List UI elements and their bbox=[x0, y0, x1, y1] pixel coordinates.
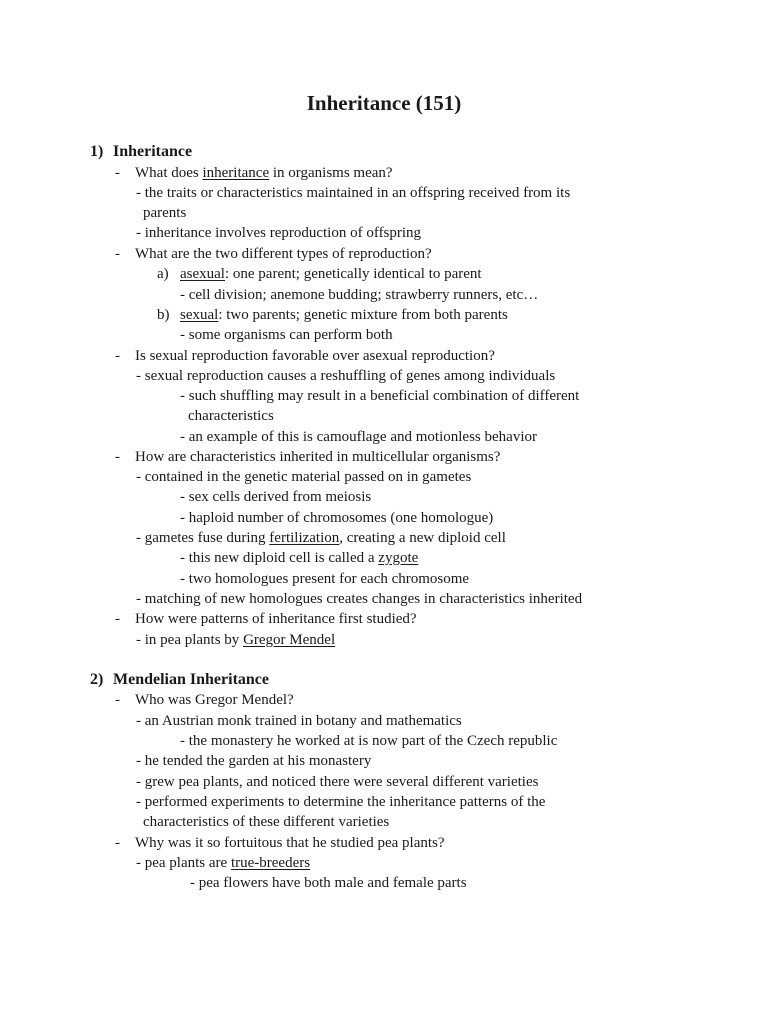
underlined-term: sexual bbox=[180, 307, 219, 323]
underlined-term: zygote bbox=[378, 550, 419, 566]
line-text: - this new diploid cell is called a bbox=[180, 550, 379, 566]
list-marker: a) bbox=[157, 266, 169, 282]
answer-line bbox=[136, 630, 335, 650]
answer-line bbox=[180, 264, 482, 284]
answer-line bbox=[180, 548, 418, 568]
line-text: in organisms mean? bbox=[269, 165, 393, 181]
question-line bbox=[135, 163, 393, 183]
underlined-term: inheritance bbox=[202, 165, 270, 181]
line-text: , creating a new diploid cell bbox=[339, 530, 506, 546]
underlined-term: true-breeders bbox=[230, 855, 311, 871]
line-text: : two parents; genetic mixture from both parents bbox=[218, 307, 508, 323]
line-text: : one parent; genetically identical to parent bbox=[224, 266, 482, 282]
answer-line: characteristics of these different varieties bbox=[143, 814, 390, 830]
answer-line: - grew pea plants, and noticed there were several different varieties bbox=[136, 774, 539, 790]
underlined-term: Gregor Mendel bbox=[243, 632, 336, 648]
answer-line: - some organisms can perform both bbox=[180, 327, 393, 343]
answer-line: - haploid number of chromosomes (one homologue) bbox=[180, 510, 494, 526]
question-line: Is sexual reproduction favorable over asexual reproduction? bbox=[135, 348, 495, 364]
question-line: Why was it so fortuitous that he studied pea plants? bbox=[135, 835, 445, 851]
section-number: 1) bbox=[90, 143, 104, 160]
answer-line: - the traits or characteristics maintained in an offspring received from its bbox=[136, 185, 571, 201]
section-heading: Inheritance bbox=[113, 143, 193, 160]
answer-line: - an example of this is camouflage and motionless behavior bbox=[180, 429, 537, 445]
answer-line: - such shuffling may result in a beneficial combination of different bbox=[180, 388, 580, 404]
page-title: Inheritance (151) bbox=[306, 91, 462, 115]
answer-line: - contained in the genetic material passed on in gametes bbox=[136, 469, 472, 485]
answer-line: - sex cells derived from meiosis bbox=[180, 489, 372, 505]
question-line: What are the two different types of reproduction? bbox=[135, 246, 432, 262]
question-line: How were patterns of inheritance first studied? bbox=[135, 611, 417, 627]
bullet-dash: - bbox=[115, 449, 120, 465]
section-number: 2) bbox=[90, 671, 104, 688]
answer-line: characteristics bbox=[188, 408, 274, 424]
line-text: - pea plants are bbox=[136, 855, 231, 871]
answer-line: - pea flowers have both male and female parts bbox=[190, 875, 467, 891]
bullet-dash: - bbox=[115, 246, 120, 262]
list-marker: b) bbox=[157, 307, 170, 323]
answer-line bbox=[136, 853, 310, 873]
underlined-term: asexual bbox=[180, 266, 225, 282]
bullet-dash: - bbox=[115, 692, 120, 708]
answer-line: - the monastery he worked at is now part of the Czech republic bbox=[180, 733, 558, 749]
answer-line: - sexual reproduction causes a reshuffling of genes among individuals bbox=[136, 368, 556, 384]
bullet-dash: - bbox=[115, 835, 120, 851]
bullet-dash: - bbox=[115, 348, 120, 364]
line-text: - gametes fuse during bbox=[136, 530, 270, 546]
answer-line: - matching of new homologues creates changes in characteristics inherited bbox=[136, 591, 583, 607]
answer-line: - an Austrian monk trained in botany and mathematics bbox=[136, 713, 462, 729]
answer-line: - inheritance involves reproduction of offspring bbox=[136, 225, 422, 241]
bullet-dash: - bbox=[115, 165, 120, 181]
answer-line bbox=[180, 305, 508, 325]
answer-line bbox=[136, 528, 506, 548]
answer-line: - two homologues present for each chromosome bbox=[180, 571, 470, 587]
line-text: What does bbox=[135, 165, 203, 181]
underlined-term: fertilization bbox=[269, 530, 340, 546]
question-line: Who was Gregor Mendel? bbox=[135, 692, 294, 708]
question-line: How are characteristics inherited in multicellular organisms? bbox=[135, 449, 501, 465]
answer-line: parents bbox=[143, 205, 187, 221]
answer-line: - cell division; anemone budding; strawberry runners, etc… bbox=[180, 287, 539, 303]
answer-line: - performed experiments to determine the inheritance patterns of the bbox=[136, 794, 546, 810]
bullet-dash: - bbox=[115, 611, 120, 627]
line-text: - in pea plants by bbox=[136, 632, 244, 648]
answer-line: - he tended the garden at his monastery bbox=[136, 753, 372, 769]
section-heading: Mendelian Inheritance bbox=[113, 671, 269, 688]
